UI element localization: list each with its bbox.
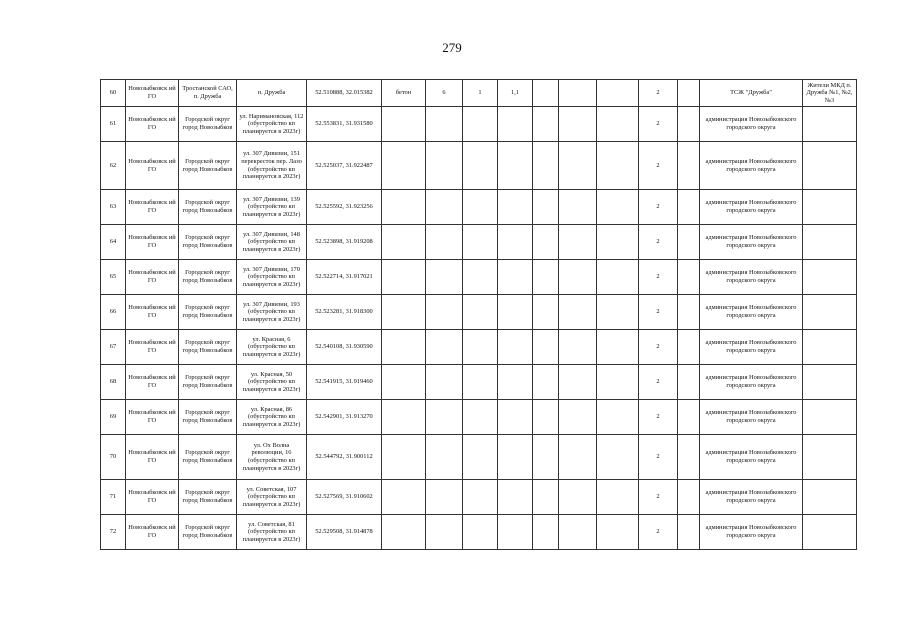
containers-cell: 2 [639,260,678,295]
empty-cell [678,365,700,400]
address-cell: ул. Советская, 107 (обустройство кп планируется в 2023г) [237,480,307,515]
area-cell [426,480,463,515]
area-cell [426,295,463,330]
coordinates-cell: 52.553831, 31.931580 [307,107,382,142]
containers-cell: 2 [639,435,678,480]
area-cell [426,142,463,190]
containers-cell: 2 [639,365,678,400]
owner-cell: ТСЖ "Дружба" [700,80,803,107]
row-number: 62 [101,142,126,190]
surface-cell [382,365,426,400]
address-cell: п. Дружба [237,80,307,107]
empty-cell [533,142,559,190]
count-cell [463,330,498,365]
empty-cell [597,515,639,550]
area-cell: 6 [426,80,463,107]
coordinates-cell: 52.510888, 32.015382 [307,80,382,107]
count-cell [463,190,498,225]
residents-cell [803,515,857,550]
volume-cell [498,365,533,400]
row-number: 65 [101,260,126,295]
residents-cell [803,190,857,225]
area-cell [426,330,463,365]
count-cell [463,142,498,190]
coordinates-cell: 52.523898, 31.919208 [307,225,382,260]
empty-cell [597,435,639,480]
coordinates-cell: 52.544792, 31.900112 [307,435,382,480]
surface-cell [382,435,426,480]
surface-cell [382,190,426,225]
settlement-cell: Городской округ город Новозыбков [179,295,237,330]
residents-cell [803,225,857,260]
container-sites-table [100,79,857,550]
count-cell [463,365,498,400]
containers-cell: 2 [639,480,678,515]
empty-cell [597,330,639,365]
containers-cell: 2 [639,80,678,107]
empty-cell [597,225,639,260]
residents-cell [803,400,857,435]
volume-cell [498,142,533,190]
table-row [101,190,857,225]
address-cell: ул. 307 Дивизии, 151 перекресток пер. Лазо (обустройство кп планируется в 2023г) [237,142,307,190]
area-cell [426,190,463,225]
address-cell: ул. 307 Дивизии, 148 (обустройство кп планируется в 2023г) [237,225,307,260]
empty-cell [559,365,597,400]
empty-cell [678,190,700,225]
containers-cell: 2 [639,142,678,190]
row-number: 72 [101,515,126,550]
coordinates-cell: 52.527569, 31.910602 [307,480,382,515]
table-row [101,225,857,260]
table-row [101,80,857,107]
surface-cell [382,400,426,435]
row-number: 70 [101,435,126,480]
district-cell: Новозыбковск ий ГО [126,515,179,550]
settlement-cell: Тростанской САО, п. Дружба [179,80,237,107]
settlement-cell: Городской округ город Новозыбков [179,330,237,365]
empty-cell [559,190,597,225]
owner-cell: администрация Новозыбковского городского округа [700,330,803,365]
volume-cell [498,435,533,480]
owner-cell: администрация Новозыбковского городского округа [700,365,803,400]
residents-cell [803,480,857,515]
area-cell [426,435,463,480]
coordinates-cell: 52.523281, 31.918300 [307,295,382,330]
coordinates-cell: 52.529508, 31.914878 [307,515,382,550]
empty-cell [597,107,639,142]
surface-cell [382,107,426,142]
coordinates-cell: 52.540108, 31.930590 [307,330,382,365]
table-row [101,330,857,365]
empty-cell [597,480,639,515]
containers-cell: 2 [639,225,678,260]
address-cell: ул. Советская, 81 (обустройство кп планируется в 2023г) [237,515,307,550]
empty-cell [559,435,597,480]
settlement-cell: Городской округ город Новозыбков [179,515,237,550]
address-cell: ул. 307 Дивизии, 170 (обустройство кп планируется в 2023г) [237,260,307,295]
owner-cell: администрация Новозыбковского городского округа [700,435,803,480]
table-row [101,400,857,435]
district-cell: Новозыбковск ий ГО [126,435,179,480]
empty-cell [559,330,597,365]
address-cell: ул. Красная, 86 (обустройство кп планируется в 2023г) [237,400,307,435]
row-number: 68 [101,365,126,400]
empty-cell [678,142,700,190]
empty-cell [597,80,639,107]
count-cell [463,435,498,480]
empty-cell [533,365,559,400]
area-cell [426,225,463,260]
empty-cell [678,225,700,260]
empty-cell [533,480,559,515]
surface-cell [382,225,426,260]
empty-cell [559,480,597,515]
coordinates-cell: 52.541915, 31.919460 [307,365,382,400]
district-cell: Новозыбковск ий ГО [126,225,179,260]
empty-cell [559,142,597,190]
row-number: 64 [101,225,126,260]
count-cell [463,295,498,330]
residents-cell [803,107,857,142]
empty-cell [533,295,559,330]
volume-cell [498,480,533,515]
address-cell: ул. Красная, 50 (обустройство кп планируется в 2023г) [237,365,307,400]
empty-cell [678,330,700,365]
owner-cell: администрация Новозыбковского городского округа [700,107,803,142]
empty-cell [533,515,559,550]
count-cell [463,400,498,435]
table-row [101,142,857,190]
district-cell: Новозыбковск ий ГО [126,80,179,107]
row-number: 71 [101,480,126,515]
settlement-cell: Городской округ город Новозыбков [179,435,237,480]
empty-cell [559,260,597,295]
empty-cell [559,515,597,550]
residents-cell [803,142,857,190]
empty-cell [678,435,700,480]
district-cell: Новозыбковск ий ГО [126,330,179,365]
settlement-cell: Городской округ город Новозыбков [179,190,237,225]
empty-cell [678,515,700,550]
table-row [101,260,857,295]
table-body [101,80,857,550]
empty-cell [533,435,559,480]
address-cell: ул. Ох Волна революции, 16 (обустройство кп планируется в 2023г) [237,435,307,480]
containers-cell: 2 [639,330,678,365]
row-number: 61 [101,107,126,142]
empty-cell [533,400,559,435]
count-cell: 1 [463,80,498,107]
address-cell: ул. 307 Дивизии, 193 (обустройство кп планируется в 2023г) [237,295,307,330]
count-cell [463,480,498,515]
coordinates-cell: 52.525037, 31.922487 [307,142,382,190]
table-row [101,295,857,330]
empty-cell [533,225,559,260]
owner-cell: администрация Новозыбковского городского округа [700,260,803,295]
district-cell: Новозыбковск ий ГО [126,142,179,190]
surface-cell: бетон [382,80,426,107]
settlement-cell: Городской округ город Новозыбков [179,480,237,515]
empty-cell [559,225,597,260]
settlement-cell: Городской округ город Новозыбков [179,107,237,142]
containers-cell: 2 [639,400,678,435]
owner-cell: администрация Новозыбковского городского округа [700,480,803,515]
address-cell: ул. Красная, 6 (обустройство кп планируется в 2023г) [237,330,307,365]
owner-cell: администрация Новозыбковского городского округа [700,225,803,260]
settlement-cell: Городской округ город Новозыбков [179,225,237,260]
surface-cell [382,295,426,330]
empty-cell [597,260,639,295]
settlement-cell: Городской округ город Новозыбков [179,365,237,400]
owner-cell: администрация Новозыбковского городского округа [700,515,803,550]
owner-cell: администрация Новозыбковского городского округа [700,400,803,435]
empty-cell [678,480,700,515]
table-row [101,365,857,400]
area-cell [426,400,463,435]
coordinates-cell: 52.542901, 31.913270 [307,400,382,435]
owner-cell: администрация Новозыбковского городского округа [700,190,803,225]
volume-cell [498,225,533,260]
area-cell [426,365,463,400]
empty-cell [678,107,700,142]
count-cell [463,260,498,295]
area-cell [426,515,463,550]
surface-cell [382,260,426,295]
volume-cell [498,295,533,330]
empty-cell [559,80,597,107]
empty-cell [597,365,639,400]
residents-cell [803,260,857,295]
coordinates-cell: 52.525592, 31.923256 [307,190,382,225]
row-number: 63 [101,190,126,225]
empty-cell [597,190,639,225]
empty-cell [597,400,639,435]
empty-cell [678,260,700,295]
owner-cell: администрация Новозыбковского городского округа [700,142,803,190]
volume-cell [498,330,533,365]
residents-cell [803,435,857,480]
count-cell [463,225,498,260]
table-row [101,480,857,515]
empty-cell [678,295,700,330]
residents-cell [803,330,857,365]
containers-cell: 2 [639,295,678,330]
empty-cell [678,400,700,435]
surface-cell [382,330,426,365]
row-number: 67 [101,330,126,365]
residents-cell [803,295,857,330]
count-cell [463,107,498,142]
table-row [101,107,857,142]
volume-cell [498,515,533,550]
surface-cell [382,515,426,550]
volume-cell [498,107,533,142]
containers-cell: 2 [639,107,678,142]
table-row [101,515,857,550]
coordinates-cell: 52.522714, 31.917021 [307,260,382,295]
volume-cell [498,260,533,295]
district-cell: Новозыбковск ий ГО [126,295,179,330]
empty-cell [533,80,559,107]
settlement-cell: Городской округ город Новозыбков [179,400,237,435]
surface-cell [382,480,426,515]
empty-cell [678,80,700,107]
area-cell [426,260,463,295]
empty-cell [559,107,597,142]
empty-cell [559,400,597,435]
count-cell [463,515,498,550]
row-number: 66 [101,295,126,330]
volume-cell: 1,1 [498,80,533,107]
empty-cell [597,295,639,330]
empty-cell [559,295,597,330]
settlement-cell: Городской округ город Новозыбков [179,260,237,295]
row-number: 60 [101,80,126,107]
row-number: 69 [101,400,126,435]
surface-cell [382,142,426,190]
area-cell [426,107,463,142]
residents-cell [803,365,857,400]
empty-cell [533,107,559,142]
empty-cell [597,142,639,190]
owner-cell: администрация Новозыбковского городского округа [700,295,803,330]
empty-cell [533,260,559,295]
page-number: 279 [442,40,462,55]
district-cell: Новозыбковск ий ГО [126,107,179,142]
containers-cell: 2 [639,190,678,225]
containers-cell: 2 [639,515,678,550]
settlement-cell: Городской округ город Новозыбков [179,142,237,190]
district-cell: Новозыбковск ий ГО [126,260,179,295]
residents-cell: Жители МКД п. Дружба №1, №2, №3 [803,80,857,107]
empty-cell [533,330,559,365]
empty-cell [533,190,559,225]
table-row [101,435,857,480]
district-cell: Новозыбковск ий ГО [126,480,179,515]
district-cell: Новозыбковск ий ГО [126,190,179,225]
volume-cell [498,190,533,225]
address-cell: ул. Наримановская, 112 (обустройство кп планируется в 2023г) [237,107,307,142]
district-cell: Новозыбковск ий ГО [126,400,179,435]
district-cell: Новозыбковск ий ГО [126,365,179,400]
address-cell: ул. 307 Дивизии, 139 (обустройство кп планируется в 2023г) [237,190,307,225]
volume-cell [498,400,533,435]
